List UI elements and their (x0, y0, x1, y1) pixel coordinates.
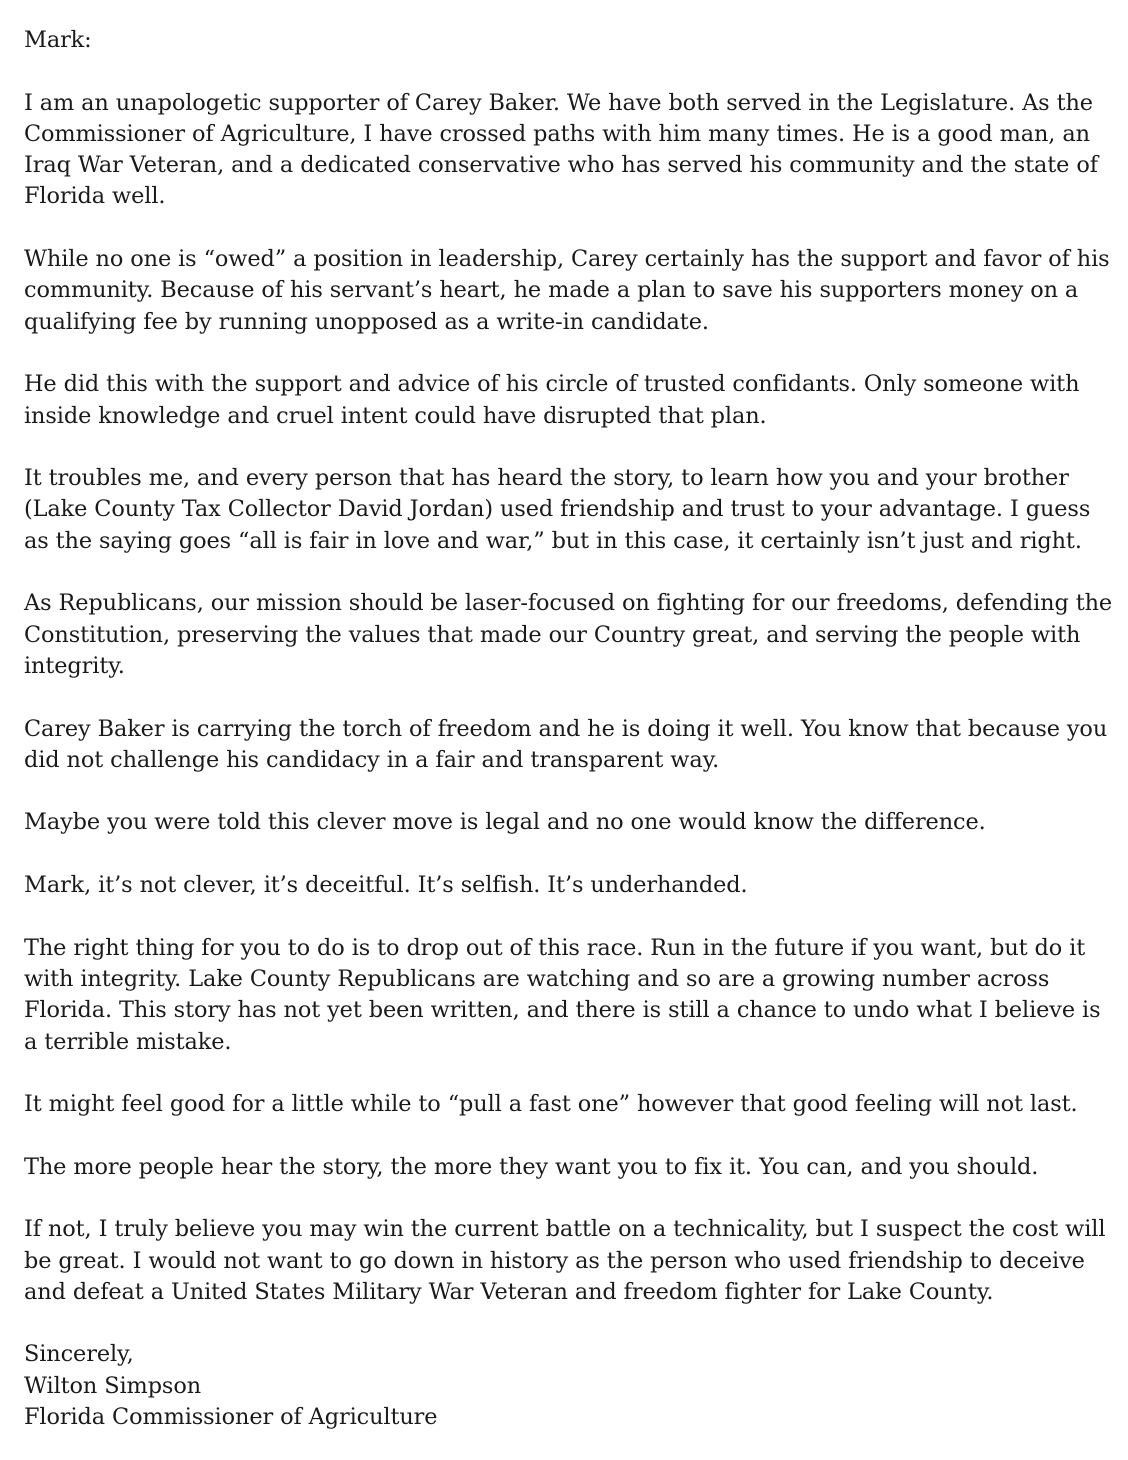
signature-block (24, 1339, 1114, 1433)
paragraph-10: It might feel good for a little while to “pull a fast one” however that good feeling will not last. (24, 1091, 1078, 1118)
paragraph-6: Carey Baker is carrying the torch of freedom and he is doing it well. You know that because you did not challenge his candidacy in a fair and transparent way. (24, 715, 1108, 773)
salutation: Mark: (24, 27, 92, 53)
paragraph-2: While no one is “owed” a position in leadership, Carey certainly has the support and favor of his community. Because of his servant’s heart, he made a plan to save his supporters money on a qualifying fee by running unopposed as a write-in candidate. (24, 246, 1110, 335)
paragraph-8: Mark, it’s not clever, it’s deceitful. It’s selfish. It’s underhanded. (24, 872, 748, 899)
letter-body (24, 25, 1114, 1433)
signer-name: Wilton Simpson (24, 1372, 202, 1399)
paragraph-12: If not, I truly believe you may win the current battle on a technicality, but I suspect the cost will be great. I would not want to go down in history as the person who used friendship to deceive and defeat a United States Military War Veteran and freedom fighter for Lake County. (24, 1216, 1106, 1305)
paragraph-7: Maybe you were told this clever move is legal and no one would know the difference. (24, 809, 986, 836)
paragraph-3: He did this with the support and advice of his circle of trusted confidants. Only someone with inside knowledge and cruel intent could have disrupted that plan. (24, 371, 1080, 429)
closing: Sincerely, (24, 1341, 134, 1368)
paragraph-11: The more people hear the story, the more they want you to fix it. You can, and you should. (24, 1153, 1039, 1180)
signer-title: Florida Commissioner of Agriculture (24, 1404, 438, 1431)
paragraph-4: It troubles me, and every person that has heard the story, to learn how you and your brother (Lake County Tax Collector David Jordan) used friendship and trust to your advantage. I guess as the saying goes “all is fair in love and war,” but in this case, it certainly isn’t just and right. (24, 465, 1091, 554)
paragraph-9: The right thing for you to do is to drop out of this race. Run in the future if you want, but do it with integrity. Lake County Republicans are watching and so are a growing number across Florida. This story has not yet been written, and there is still a chance to undo what I believe is a terrible mistake. (24, 934, 1101, 1055)
paragraph-5: As Republicans, our mission should be laser-focused on fighting for our freedoms, defending the Constitution, preserving the values that made our Country great, and serving the people with integrity. (24, 590, 1113, 679)
paragraph-1: I am an unapologetic supporter of Carey Baker. We have both served in the Legislature. As the Commissioner of Agriculture, I have crossed paths with him many times. He is a good man, an Iraq War Veteran, and a dedicated conservative who has served his community and the state of Florida well. (24, 89, 1098, 210)
